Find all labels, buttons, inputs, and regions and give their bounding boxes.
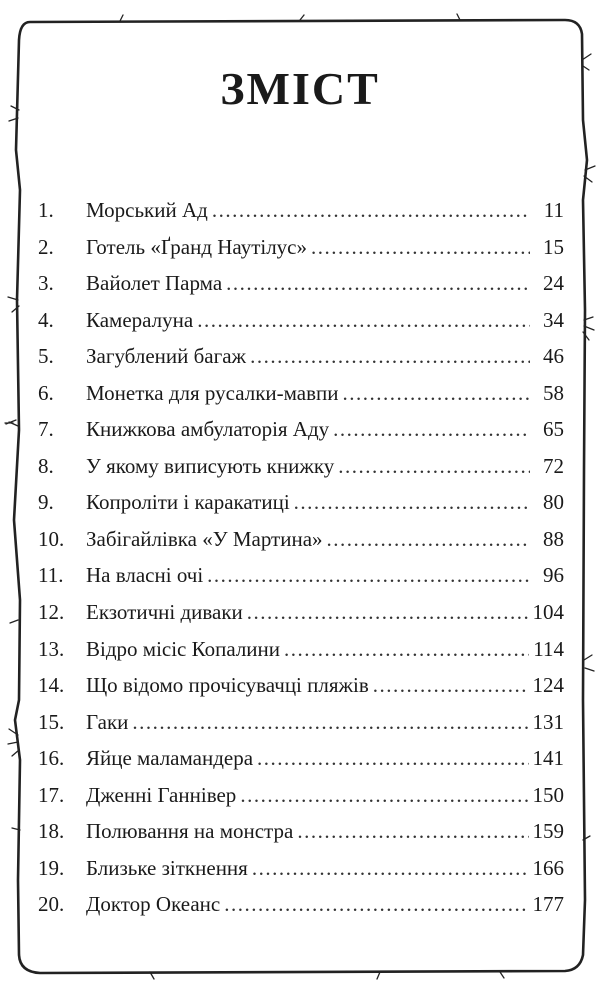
toc-entry bbox=[38, 417, 564, 454]
chapter-number: 2. bbox=[38, 234, 54, 259]
toc-entry bbox=[38, 710, 564, 747]
toc-entry bbox=[38, 344, 564, 381]
page-number: 65 bbox=[543, 417, 564, 442]
leader-dots bbox=[297, 819, 528, 844]
page-number: 177 bbox=[532, 892, 564, 917]
chapter-title: Камералуна bbox=[86, 307, 194, 332]
page-number: 166 bbox=[532, 855, 564, 880]
chapter-title: Полювання на монстра bbox=[86, 819, 294, 844]
chapter-number: 8. bbox=[38, 453, 54, 478]
leader-dots bbox=[224, 892, 528, 917]
toc-entry bbox=[38, 600, 564, 637]
page-number: 159 bbox=[532, 819, 564, 844]
page-number: 114 bbox=[533, 636, 564, 661]
leader-dots bbox=[240, 783, 528, 808]
chapter-title: Вайолет Парма bbox=[86, 271, 223, 296]
chapter-title: Морський Ад bbox=[86, 198, 208, 222]
toc-entry bbox=[38, 454, 564, 491]
toc-entry bbox=[38, 563, 564, 600]
page-number: 141 bbox=[532, 746, 564, 771]
chapter-title: Що відомо прочісувачці пляжів bbox=[86, 673, 369, 698]
chapter-title: У якому виписують книжку bbox=[86, 453, 335, 478]
chapter-title: Монетка для русалки-мавпи bbox=[86, 380, 339, 405]
chapter-title: Гаки bbox=[86, 709, 129, 734]
page-number: 34 bbox=[543, 307, 564, 332]
chapter-title: Забігайлівка «У Мартина» bbox=[86, 526, 323, 551]
toc-entry bbox=[38, 527, 564, 564]
chapter-number: 11. bbox=[38, 563, 64, 588]
chapter-number: 13. bbox=[38, 636, 65, 661]
chapter-number: 1. bbox=[38, 198, 54, 222]
chapter-title: Екзотичні диваки bbox=[86, 600, 243, 625]
page-number: 88 bbox=[543, 526, 564, 551]
leader-dots bbox=[132, 710, 528, 735]
toc-entry bbox=[38, 819, 564, 856]
toc-entry bbox=[38, 892, 564, 929]
page-title: ЗМІСТ bbox=[220, 63, 380, 114]
chapter-title: Яйце маламандера bbox=[86, 746, 254, 771]
chapter-number: 20. bbox=[38, 892, 65, 917]
page-number: 11 bbox=[543, 198, 564, 222]
leader-dots bbox=[373, 673, 529, 698]
leader-dots bbox=[252, 856, 529, 881]
leader-dots bbox=[343, 381, 531, 406]
toc-entry bbox=[38, 235, 564, 272]
chapter-number: 14. bbox=[38, 673, 65, 698]
toc-entry bbox=[38, 673, 564, 710]
page-number: 46 bbox=[543, 344, 564, 369]
toc-entry bbox=[38, 856, 564, 893]
leader-dots bbox=[212, 198, 530, 223]
toc-entry bbox=[38, 271, 564, 308]
leader-dots bbox=[257, 746, 528, 771]
leader-dots bbox=[311, 235, 530, 260]
toc-entry bbox=[38, 637, 564, 674]
leader-dots bbox=[226, 271, 530, 296]
chapter-number: 4. bbox=[38, 307, 54, 332]
page-number: 96 bbox=[543, 563, 564, 588]
chapter-title: Загублений багаж bbox=[86, 344, 247, 369]
toc-entry bbox=[38, 490, 564, 527]
leader-dots bbox=[294, 490, 530, 515]
toc-entry bbox=[38, 381, 564, 418]
chapter-number: 7. bbox=[38, 417, 54, 442]
page-number: 131 bbox=[532, 709, 564, 734]
leader-dots bbox=[333, 417, 530, 442]
page-number: 58 bbox=[543, 380, 564, 405]
toc-entry bbox=[38, 783, 564, 820]
toc-entry bbox=[38, 308, 564, 345]
chapter-title: Дженні Ганнівер bbox=[86, 782, 237, 807]
chapter-title: Готель «Ґранд Наутілус» bbox=[86, 234, 308, 259]
leader-dots bbox=[284, 637, 529, 662]
page-number: 72 bbox=[543, 453, 564, 478]
chapter-number: 9. bbox=[38, 490, 54, 515]
chapter-number: 12. bbox=[38, 600, 65, 625]
leader-dots bbox=[338, 454, 530, 479]
page-number: 104 bbox=[532, 600, 564, 625]
chapter-title: Копроліти і каракатиці bbox=[86, 490, 290, 515]
chapter-number: 18. bbox=[38, 819, 65, 844]
chapter-number: 6. bbox=[38, 380, 54, 405]
page-number: 80 bbox=[543, 490, 564, 515]
chapter-number: 3. bbox=[38, 271, 54, 296]
chapter-title: Відро місіс Копалини bbox=[86, 636, 281, 661]
toc-entry bbox=[38, 198, 564, 235]
page-number: 124 bbox=[532, 673, 564, 698]
leader-dots bbox=[247, 600, 529, 625]
chapter-number: 15. bbox=[38, 709, 65, 734]
toc-entry bbox=[38, 746, 564, 783]
page-number: 15 bbox=[543, 234, 564, 259]
chapter-number: 10. bbox=[38, 526, 65, 551]
leader-dots bbox=[207, 563, 530, 588]
chapter-number: 19. bbox=[38, 855, 65, 880]
chapter-number: 17. bbox=[38, 782, 65, 807]
leader-dots bbox=[197, 308, 530, 333]
leader-dots bbox=[250, 344, 530, 369]
chapter-title: Доктор Океанс bbox=[86, 892, 221, 917]
chapter-number: 5. bbox=[38, 344, 54, 369]
table-of-contents bbox=[38, 198, 564, 929]
page-number: 150 bbox=[532, 782, 564, 807]
leader-dots bbox=[327, 527, 530, 552]
chapter-number: 16. bbox=[38, 746, 65, 771]
chapter-title: Книжкова амбулаторія Аду bbox=[86, 417, 330, 442]
chapter-title: Близьке зіткнення bbox=[86, 855, 248, 880]
chapter-title: На власні очі bbox=[86, 563, 204, 588]
page-number: 24 bbox=[543, 271, 564, 296]
